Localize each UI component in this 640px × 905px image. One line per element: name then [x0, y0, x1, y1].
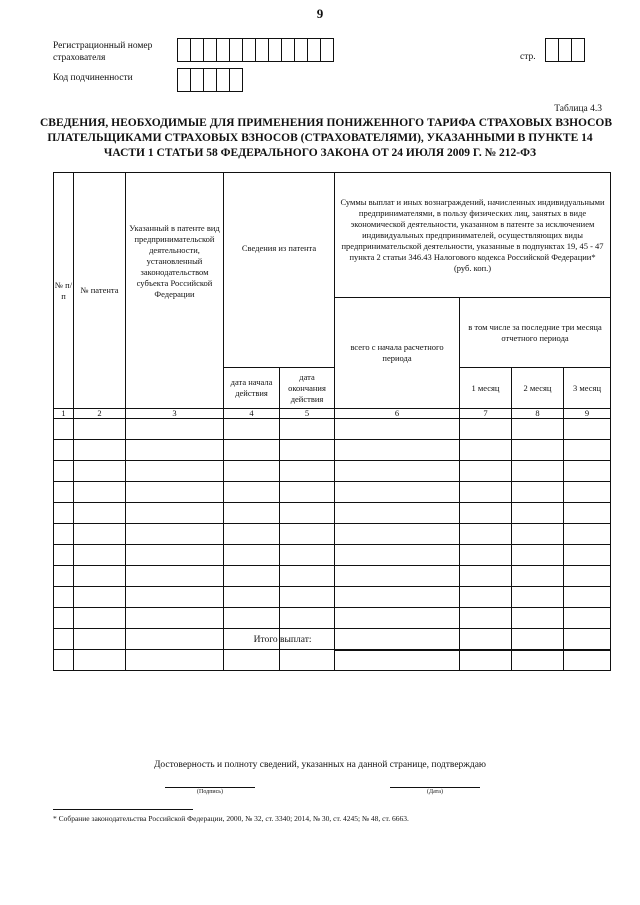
table-cell[interactable] [460, 482, 512, 503]
header-month-3: 3 месяц [564, 368, 611, 409]
table-cell[interactable] [54, 503, 74, 524]
table-cell[interactable] [54, 482, 74, 503]
table-cell[interactable] [224, 524, 280, 545]
table-cell[interactable] [54, 419, 74, 440]
column-number: 4 [224, 409, 280, 419]
table-cell[interactable] [54, 440, 74, 461]
table-cell[interactable] [74, 461, 126, 482]
table-row [54, 524, 611, 545]
page-number: 9 [316, 6, 324, 21]
footnote-rule [53, 809, 193, 810]
header-last-three-months: в том числе за последние три месяца отчетного периода [460, 298, 611, 368]
table-cell[interactable] [74, 587, 126, 608]
table-cell[interactable] [512, 482, 564, 503]
table-cell[interactable] [224, 587, 280, 608]
header-total-since-start: всего с начала расчетного периода [335, 298, 460, 409]
table-cell[interactable] [54, 587, 74, 608]
table-cell[interactable] [460, 419, 512, 440]
column-number: 6 [335, 409, 460, 419]
table-cell[interactable] [126, 461, 224, 482]
table-cell[interactable] [74, 503, 126, 524]
table-cell[interactable] [224, 545, 280, 566]
table-row [54, 482, 611, 503]
subordination-digit-box[interactable] [216, 68, 230, 92]
table-cell[interactable] [564, 503, 611, 524]
table-cell[interactable] [564, 587, 611, 608]
document-title [40, 116, 613, 161]
table-cell[interactable] [460, 440, 512, 461]
footnote: * Собрание законодательства Российской Федерации, 2000, № 32, ст. 3340; 2014, № 30, ст. 4245; № 48, ст. 6663. [53, 814, 409, 823]
reg-number-digit-box[interactable] [242, 38, 256, 62]
subordination-label: Код подчиненности [53, 73, 133, 83]
subordination-digit-box[interactable] [203, 68, 217, 92]
reg-number-digit-box[interactable] [229, 38, 243, 62]
table-cell[interactable] [335, 650, 460, 671]
table-row [54, 419, 611, 440]
subordination-digit-box[interactable] [190, 68, 204, 92]
column-number: 8 [512, 409, 564, 419]
date-label: (Дата) [427, 789, 443, 795]
reg-number-digit-box[interactable] [268, 38, 282, 62]
table-cell[interactable] [335, 587, 460, 608]
table-cell[interactable] [224, 650, 280, 671]
table-cell[interactable] [512, 440, 564, 461]
header-end-date: дата окончания действия [280, 368, 335, 409]
header-month-1: 1 месяц [460, 368, 512, 409]
reg-number-digit-box[interactable] [294, 38, 308, 62]
page-label: стр. [520, 52, 536, 62]
table-cell[interactable] [512, 419, 564, 440]
column-number: 9 [564, 409, 611, 419]
table-cell[interactable] [126, 482, 224, 503]
table-cell[interactable] [335, 503, 460, 524]
table-row [54, 440, 611, 461]
column-number: 3 [126, 409, 224, 419]
signature-line[interactable] [165, 787, 255, 795]
reg-number-digit-box[interactable] [281, 38, 295, 62]
table-cell[interactable] [126, 419, 224, 440]
table-cell[interactable] [126, 545, 224, 566]
table-cell[interactable] [126, 503, 224, 524]
page-number-boxes[interactable] [545, 38, 584, 62]
table-cell[interactable] [460, 566, 512, 587]
table-cell[interactable] [280, 545, 335, 566]
data-table [53, 172, 611, 671]
table-cell[interactable] [460, 503, 512, 524]
table-cell[interactable] [512, 524, 564, 545]
table-cell[interactable] [564, 524, 611, 545]
table-cell[interactable] [224, 419, 280, 440]
table-cell[interactable] [564, 461, 611, 482]
table-cell[interactable] [335, 419, 460, 440]
header-payments [335, 173, 611, 298]
header-row-number: № п/п [54, 173, 74, 409]
table-cell[interactable] [460, 545, 512, 566]
table-cell[interactable] [54, 524, 74, 545]
signature-label: (Подпись) [196, 789, 224, 795]
table-cell[interactable] [564, 650, 611, 671]
total-cell-month-1[interactable] [459, 629, 511, 651]
table-cell[interactable] [280, 482, 335, 503]
table-cell[interactable] [335, 524, 460, 545]
reg-number-label-line2: страхователя [53, 53, 106, 63]
table-cell[interactable] [564, 566, 611, 587]
table-cell[interactable] [280, 587, 335, 608]
reg-number-digit-box[interactable] [216, 38, 230, 62]
table-number: Таблица 4.3 [554, 104, 602, 114]
table-row [54, 566, 611, 587]
total-label: Итого выплат: [253, 634, 312, 645]
table-cell[interactable] [224, 461, 280, 482]
subordination-digit-box[interactable] [229, 68, 243, 92]
table-cell[interactable] [126, 587, 224, 608]
page-digit-box[interactable] [558, 38, 572, 62]
table-cell[interactable] [512, 503, 564, 524]
table-cell[interactable] [126, 566, 224, 587]
column-number: 1 [54, 409, 74, 419]
table-cell[interactable] [335, 482, 460, 503]
table-row [54, 608, 611, 629]
header-month-2: 2 месяц [512, 368, 564, 409]
table-cell[interactable] [54, 566, 74, 587]
date-line[interactable] [390, 787, 480, 795]
table-cell[interactable] [460, 608, 512, 629]
confirmation-text: Достоверность и полноту сведений, указанных на данной странице, подтверждаю [153, 760, 487, 770]
totals-row [53, 628, 611, 651]
reg-number-label [53, 40, 152, 64]
reg-number-digit-box[interactable] [320, 38, 334, 62]
reg-number-digit-box[interactable] [203, 38, 217, 62]
reg-number-digit-box[interactable] [255, 38, 269, 62]
header-patent-info: Сведения из патента [224, 173, 335, 368]
table-cell[interactable] [460, 650, 512, 671]
reg-number-digit-box[interactable] [307, 38, 321, 62]
page-digit-box[interactable] [571, 38, 585, 62]
table-cell[interactable] [74, 566, 126, 587]
table-cell[interactable] [280, 503, 335, 524]
table-cell[interactable] [126, 608, 224, 629]
column-number: 7 [460, 409, 512, 419]
table-cell[interactable] [280, 440, 335, 461]
table-cell[interactable] [280, 419, 335, 440]
header-patent-number: № патента [74, 173, 126, 409]
table-cell[interactable] [335, 545, 460, 566]
table-cell[interactable] [74, 482, 126, 503]
table-cell[interactable] [224, 482, 280, 503]
table-cell[interactable] [280, 461, 335, 482]
table-cell[interactable] [512, 545, 564, 566]
table-cell[interactable] [335, 608, 460, 629]
subordination-digit-box[interactable] [177, 68, 191, 92]
total-cell-all[interactable] [334, 629, 459, 651]
table-cell[interactable] [74, 419, 126, 440]
column-numbers-row [54, 409, 611, 419]
table-cell[interactable] [512, 608, 564, 629]
header-payments-text: Суммы выплат и иных вознаграждений, начисленных индивидуальными предпринимателями, в пользу физических лиц, занятых в виде экономической деятельности, указанном в патенте за исключением индивидуальных предпринимателей, осуществляющих виды предпринимательской деятельности, указанные в подпунктах 19, 45 - 47 пункта 2 статьи 346.43 Налогового кодекса Российской Федерации* [340, 196, 605, 262]
table-row [54, 545, 611, 566]
table-cell[interactable] [335, 440, 460, 461]
table-cell[interactable] [512, 566, 564, 587]
table-cell[interactable] [280, 524, 335, 545]
table-cell[interactable] [564, 440, 611, 461]
table-cell[interactable] [564, 482, 611, 503]
table-cell[interactable] [126, 650, 224, 671]
table-cell[interactable] [460, 587, 512, 608]
table-cell[interactable] [74, 545, 126, 566]
reg-number-digit-box[interactable] [190, 38, 204, 62]
table-row [54, 650, 611, 671]
table-cell[interactable] [224, 440, 280, 461]
table-cell[interactable] [126, 440, 224, 461]
column-number: 2 [74, 409, 126, 419]
table-cell[interactable] [74, 650, 126, 671]
table-cell[interactable] [224, 503, 280, 524]
header-payments-unit: (руб. коп.) [453, 262, 492, 273]
table-cell[interactable] [54, 608, 74, 629]
table-cell[interactable] [54, 461, 74, 482]
table-cell[interactable] [74, 608, 126, 629]
title-line-3: ЧАСТИ 1 СТАТЬИ 58 ФЕДЕРАЛЬНОГО ЗАКОНА ОТ 24 ИЮЛЯ 2009 Г. № 212-ФЗ [103, 147, 537, 159]
table-cell[interactable] [564, 608, 611, 629]
page-digit-box[interactable] [545, 38, 559, 62]
table-cell[interactable] [335, 461, 460, 482]
header-start-date: дата начала действия [224, 368, 280, 409]
table-cell[interactable] [512, 461, 564, 482]
title-line-2: ПЛАТЕЛЬЩИКАМИ СТРАХОВЫХ ВЗНОСОВ (СТРАХОВАТЕЛЯМИ), УКАЗАННЫМИ В ПУНКТЕ 14 [47, 132, 593, 144]
subordination-boxes[interactable] [177, 68, 242, 92]
table-cell[interactable] [512, 650, 564, 671]
header-activity-type: Указанный в патенте вид предпринимательской деятельности, установленный законодательством субъекта Российской Федерации [126, 173, 224, 409]
table-cell[interactable] [54, 545, 74, 566]
total-cell-month-3[interactable] [563, 629, 610, 651]
table-cell[interactable] [512, 587, 564, 608]
table-row [54, 461, 611, 482]
table-row [54, 503, 611, 524]
table-cell[interactable] [280, 566, 335, 587]
table-cell[interactable] [74, 440, 126, 461]
total-cell-month-2[interactable] [511, 629, 563, 651]
reg-number-label-line1: Регистрационный номер [53, 41, 153, 51]
reg-number-digit-box[interactable] [177, 38, 191, 62]
table-cell[interactable] [224, 566, 280, 587]
reg-number-boxes[interactable] [177, 38, 333, 62]
title-line-1: СВЕДЕНИЯ, НЕОБХОДИМЫЕ ДЛЯ ПРИМЕНЕНИЯ ПОНИЖЕННОГО ТАРИФА СТРАХОВЫХ ВЗНОСОВ [40, 117, 613, 129]
table-cell[interactable] [280, 650, 335, 671]
table-cell[interactable] [74, 524, 126, 545]
table-cell[interactable] [126, 524, 224, 545]
table-cell[interactable] [564, 545, 611, 566]
table-cell[interactable] [224, 608, 280, 629]
table-cell[interactable] [564, 419, 611, 440]
column-number: 5 [280, 409, 335, 419]
table-cell[interactable] [460, 461, 512, 482]
table-cell[interactable] [54, 650, 74, 671]
table-cell[interactable] [460, 524, 512, 545]
table-cell[interactable] [280, 608, 335, 629]
table-row [54, 587, 611, 608]
table-cell[interactable] [335, 566, 460, 587]
